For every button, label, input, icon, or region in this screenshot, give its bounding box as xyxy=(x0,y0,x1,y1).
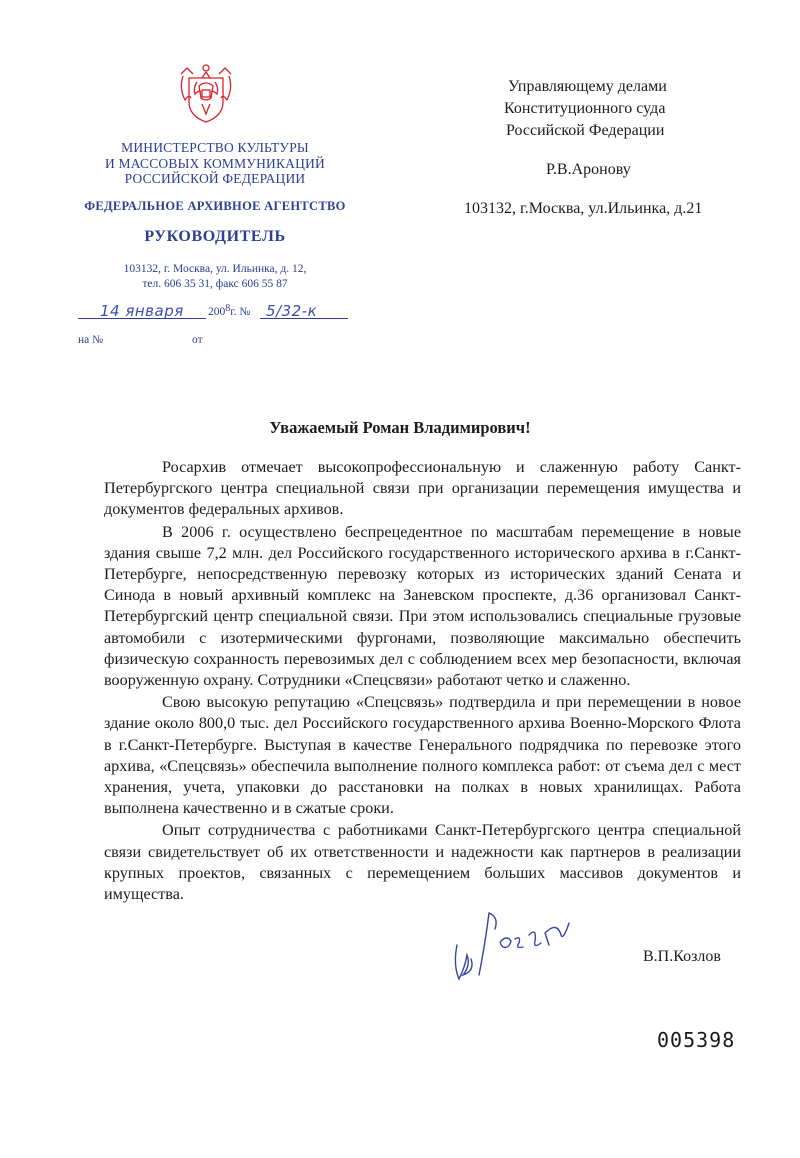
handwritten-date: 14 января xyxy=(100,302,184,320)
letterhead-address xyxy=(60,262,370,292)
addressee-line: Управляющему делами xyxy=(508,78,667,95)
address-line: 103132, г. Москва, ул. Ильинка, д. 12, xyxy=(123,263,307,275)
position-title: РУКОВОДИТЕЛЬ xyxy=(144,228,286,245)
handwritten-signature xyxy=(445,905,585,985)
ministry-line: МИНИСТЕРСТВО КУЛЬТУРЫ xyxy=(121,140,309,155)
addressee-line: Российской Федерации xyxy=(506,122,665,139)
year-prefix: 200 xyxy=(208,306,226,318)
registration-line xyxy=(78,300,348,322)
number-label: г. № xyxy=(230,306,251,318)
reference-line xyxy=(78,330,348,350)
salutation: Уважаемый Роман Владимирович! xyxy=(269,418,531,437)
year-label xyxy=(208,303,250,318)
addressee-address: 103132, г.Москва, ул.Ильинка, д.21 xyxy=(464,200,703,217)
russian-coat-of-arms-icon xyxy=(175,58,237,126)
handwritten-number: 5/32-к xyxy=(266,302,318,320)
paragraph: Свою высокую репутацию «Спецсвязь» подтвердила и при перемещении в новое здание около 800,0 тыс. дел Российского государственного архива Военно-Морского Флота в г.Санкт-Петербурге. Выступая в качестве Генерального подрядчика по перевозке этого архива, «Спецсвязь» обеспечила выполнение полного комплекса работ: от съема дел с мест хранения, учета, упаковки до расстановки на полках в новых хранилищах. Работа выполнена качественно и в сжатые сроки. xyxy=(104,693,741,818)
ministry-line: И МАССОВЫХ КОММУНИКАЦИЙ xyxy=(105,155,325,171)
signatory-name: В.П.Козлов xyxy=(643,948,721,965)
ministry-line: РОССИЙСКОЙ ФЕДЕРАЦИИ xyxy=(124,171,306,186)
ministry-name xyxy=(60,140,370,187)
ref-label: на № xyxy=(78,334,104,346)
document-number-stamp: 005398 xyxy=(657,1028,736,1052)
letter-body xyxy=(104,457,741,906)
paragraph: Росархив отмечает высокопрофессиональную и слаженную работу Санкт-Петербургского центра специальной связи при организации перемещения имущества и документов федеральных архивов. xyxy=(104,458,741,519)
phone-line: тел. 606 35 31, факс 606 55 87 xyxy=(142,278,288,290)
year-suffix: 8 xyxy=(225,303,231,314)
paragraph: Опыт сотрудничества с работниками Санкт-Петербургского центра специальной связи свидетельствует об их ответственности и надежности как партнеров в реализации крупных проектов, связанных с перемещением больших массивов документов и имущества. xyxy=(104,821,741,904)
from-label: от xyxy=(192,334,203,346)
paragraph: В 2006 г. осуществлено беспрецедентное по масштабам перемещение в новые здания свыше 7,2 млн. дел Российского государственного исторического архива в г.Санкт-Петербурге, непосредственную перевозку которых из исторических зданий Сената и Синода в новый архивный комплекс на Заневском проспекте, д.36 организовал Санкт-Петербургский центр специальной связи. При этом использовались специальные грузовые автомобили с изотермическими фургонами, позволяющие максимально обеспечить физическую сохранность перевозимых дел с соблюдением всех мер безопасности, включая вооруженную охрану. Сотрудники «Спецсвязи» работают четко и слаженно. xyxy=(104,522,741,690)
addressee-name: Р.В.Аронову xyxy=(546,161,631,178)
agency-name: ФЕДЕРАЛЬНОЕ АРХИВНОЕ АГЕНТСТВО xyxy=(84,199,346,213)
addressee-line: Конституционного суда xyxy=(504,100,666,117)
